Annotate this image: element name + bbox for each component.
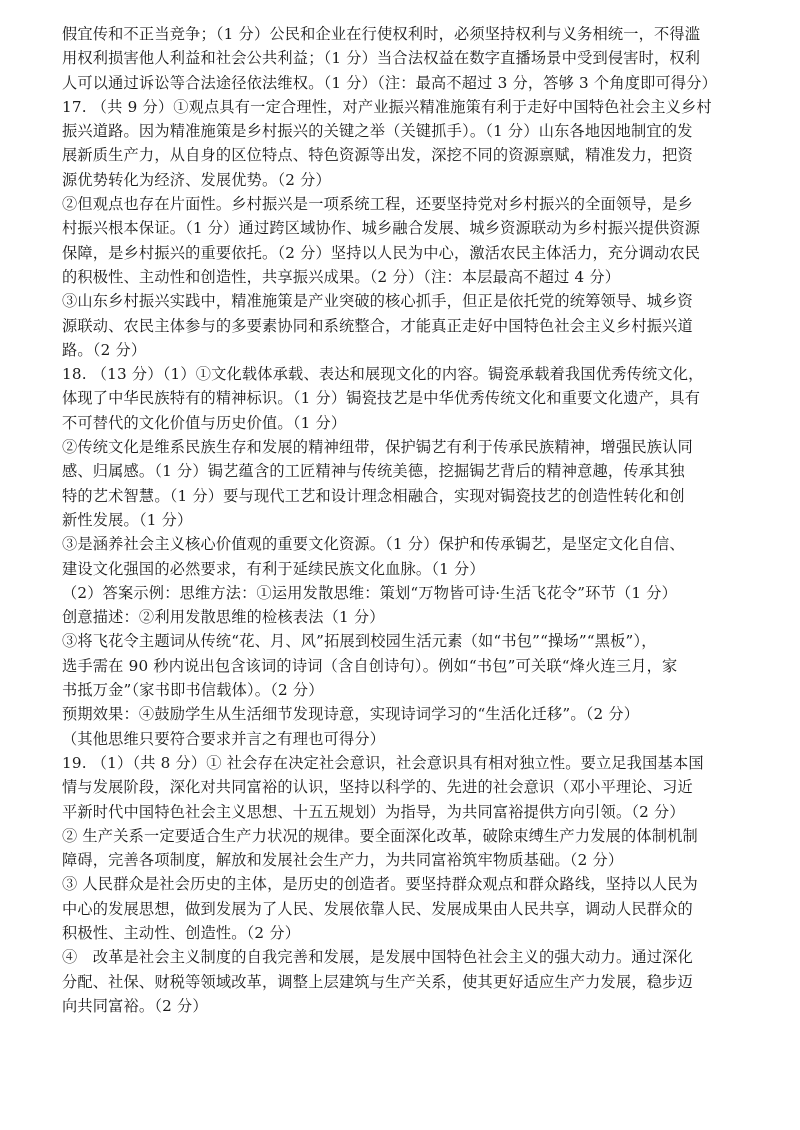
text-line: 平新时代中国特色社会主义思想、十五五规划）为指导，为共同富裕提供方向引领。（2 分） xyxy=(62,802,685,821)
text-line: 展新质生产力，从自身的区位特点、特色资源等出发，深挖不同的资源禀赋，精准发力，把资 xyxy=(62,146,693,165)
text-line: 路。（2 分） xyxy=(62,340,147,359)
text-line: 向共同富裕。（2 分） xyxy=(62,996,208,1015)
text-line: 感、归属感。（1 分）锔艺蕴含的工匠精神与传统美德，挖掘锔艺背后的精神意趣，传承其独 xyxy=(62,462,685,481)
text-line: 源优势转化为经济、发展优势。（2 分） xyxy=(62,170,331,189)
text-line: 的积极性、主动性和创造性，共享振兴成果。（2 分）（注：本层最高不超过 4 分） xyxy=(62,267,621,286)
text-line: ③山东乡村振兴实践中，精准施策是产业突破的核心抓手，但正是依托党的统筹领导、城乡资 xyxy=(62,292,693,311)
text-line: ③ 人民群众是社会历史的主体，是历史的创造者。要坚持群众观点和群众路线，坚持以人民为 xyxy=(62,875,698,894)
text-line: 不可替代的文化价值与历史价值。（1 分） xyxy=(62,413,347,432)
text-line: 人可以通过诉讼等合法途径依法维权。（1 分）（注：最高不超过 3 分，答够 3 个角度即可得分） xyxy=(62,73,718,92)
question-17-heading: 17. （共 9 分）①观点具有一定合理性，对产业振兴精准施策有利于走好中国特色社会主义乡村 xyxy=(62,97,712,116)
text-line: 用权利损害他人利益和社会公共利益；（1 分）当合法权益在数字直播场景中受到侵害时，权利 xyxy=(62,49,701,68)
text-line: 假宜传和不正当竞争；（1 分）公民和企业在行使权利时，必须坚持权利与义务相统一，不得滥 xyxy=(62,25,701,43)
text-line: 创意描述：②利用发散思维的检核表法（1 分） xyxy=(62,608,385,627)
text-line: ④ 改革是社会主义制度的自我完善和发展，是发展中国特色社会主义的强大动力。通过深化 xyxy=(62,948,693,967)
text-line: 积极性、主动性、创造性。（2 分） xyxy=(62,923,301,942)
question-19-heading: 19. （1）（共 8 分）① 社会存在决定社会意识，社会意识具有相对独立性。要立足我国基本国 xyxy=(62,753,704,772)
question-18-heading: 18. （13 分）（1）①文化载体承载、表达和展现文化的内容。锔瓷承载着我国优秀传统文化， xyxy=(62,365,704,384)
text-line: （其他思维只要符合要求并言之有理也可得分） xyxy=(62,729,386,748)
text-line: 中心的发展思想，做到发展为了人民、发展依靠人民、发展成果由人民共享，调动人民群众的 xyxy=(62,899,693,918)
text-line: ②但观点也存在片面性。乡村振兴是一项系统工程，还要坚持党对乡村振兴的全面领导，是乡 xyxy=(62,195,693,214)
text-line: ③将飞花令主题词从传统“花、月、风”拓展到校园生活元素（如“书包”“操场”“黑板”）， xyxy=(62,632,657,651)
text-line: 分配、社保、财税等领域改革，调整上层建筑与生产关系，使其更好适应生产力发展，稳步迈 xyxy=(62,972,693,991)
text-line: 预期效果：④鼓励学生从生活细节发现诗意，实现诗词学习的“生活化迁移”。（2 分） xyxy=(62,705,640,724)
text-line: ② 生产关系一定要适合生产力状况的规律。要全面深化改革，破除束缚生产力发展的体制机制 xyxy=(62,826,698,845)
text-line: 体现了中华民族特有的精神标识。（1 分）锔瓷技艺是中华优秀传统文化和重要文化遗产，具有 xyxy=(62,389,701,408)
text-line: ③是涵养社会主义核心价值观的重要文化资源。（1 分）保护和传承锔艺，是坚定文化自信、 xyxy=(62,535,685,554)
text-line: 保障，是乡村振兴的重要依托。（2 分）坚持以人民为中心，激活农民主体活力，充分调动农民 xyxy=(62,243,701,262)
text-line: 情与发展阶段，深化对共同富裕的认识，坚持以科学的、先进的社会意识（邓小平理论、习近 xyxy=(62,778,693,797)
text-line: 选手需在 90 秒内说出包含该词的诗词（含自创诗句）。例如“书包”可关联“烽火连三月，家 xyxy=(62,656,678,675)
text-line: 振兴道路。因为精准施策是乡村振兴的关键之举（关键抓手）。（1 分）山东各地因地制宜的发 xyxy=(62,122,693,141)
text-line: 障碍，完善各项制度，解放和发展社会生产力，为共同富裕筑牢物质基础。（2 分） xyxy=(62,851,624,870)
text-line: （2）答案示例：思维方法：①运用发散思维：策划“万物皆可诗·生活飞花令”环节（1 分） xyxy=(62,583,678,602)
text-line: ②传统文化是维系民族生存和发展的精神纽带，保护锔艺有利于传承民族精神，增强民族认同 xyxy=(62,438,693,457)
text-line: 源联动、农民主体参与的多要素协同和系统整合，才能真正走好中国特色社会主义乡村振兴道 xyxy=(62,316,693,335)
text-line: 特的艺术智慧。（1 分）要与现代工艺和设计理念相融合，实现对锔瓷技艺的创造性转化和创 xyxy=(62,486,685,505)
text-line: 新性发展。（1 分） xyxy=(62,510,193,529)
text-line: 建设文化强国的必然要求，有利于延续民族文化血脉。（1 分） xyxy=(62,559,485,578)
answer-key-page xyxy=(62,22,752,1018)
text-line: 书抵万金”（家书即书信载体）。（2 分） xyxy=(62,681,324,700)
text-line: 村振兴根本保证。（1 分）通过跨区域协作、城乡融合发展、城乡资源联动为乡村振兴提供资源 xyxy=(62,219,701,238)
